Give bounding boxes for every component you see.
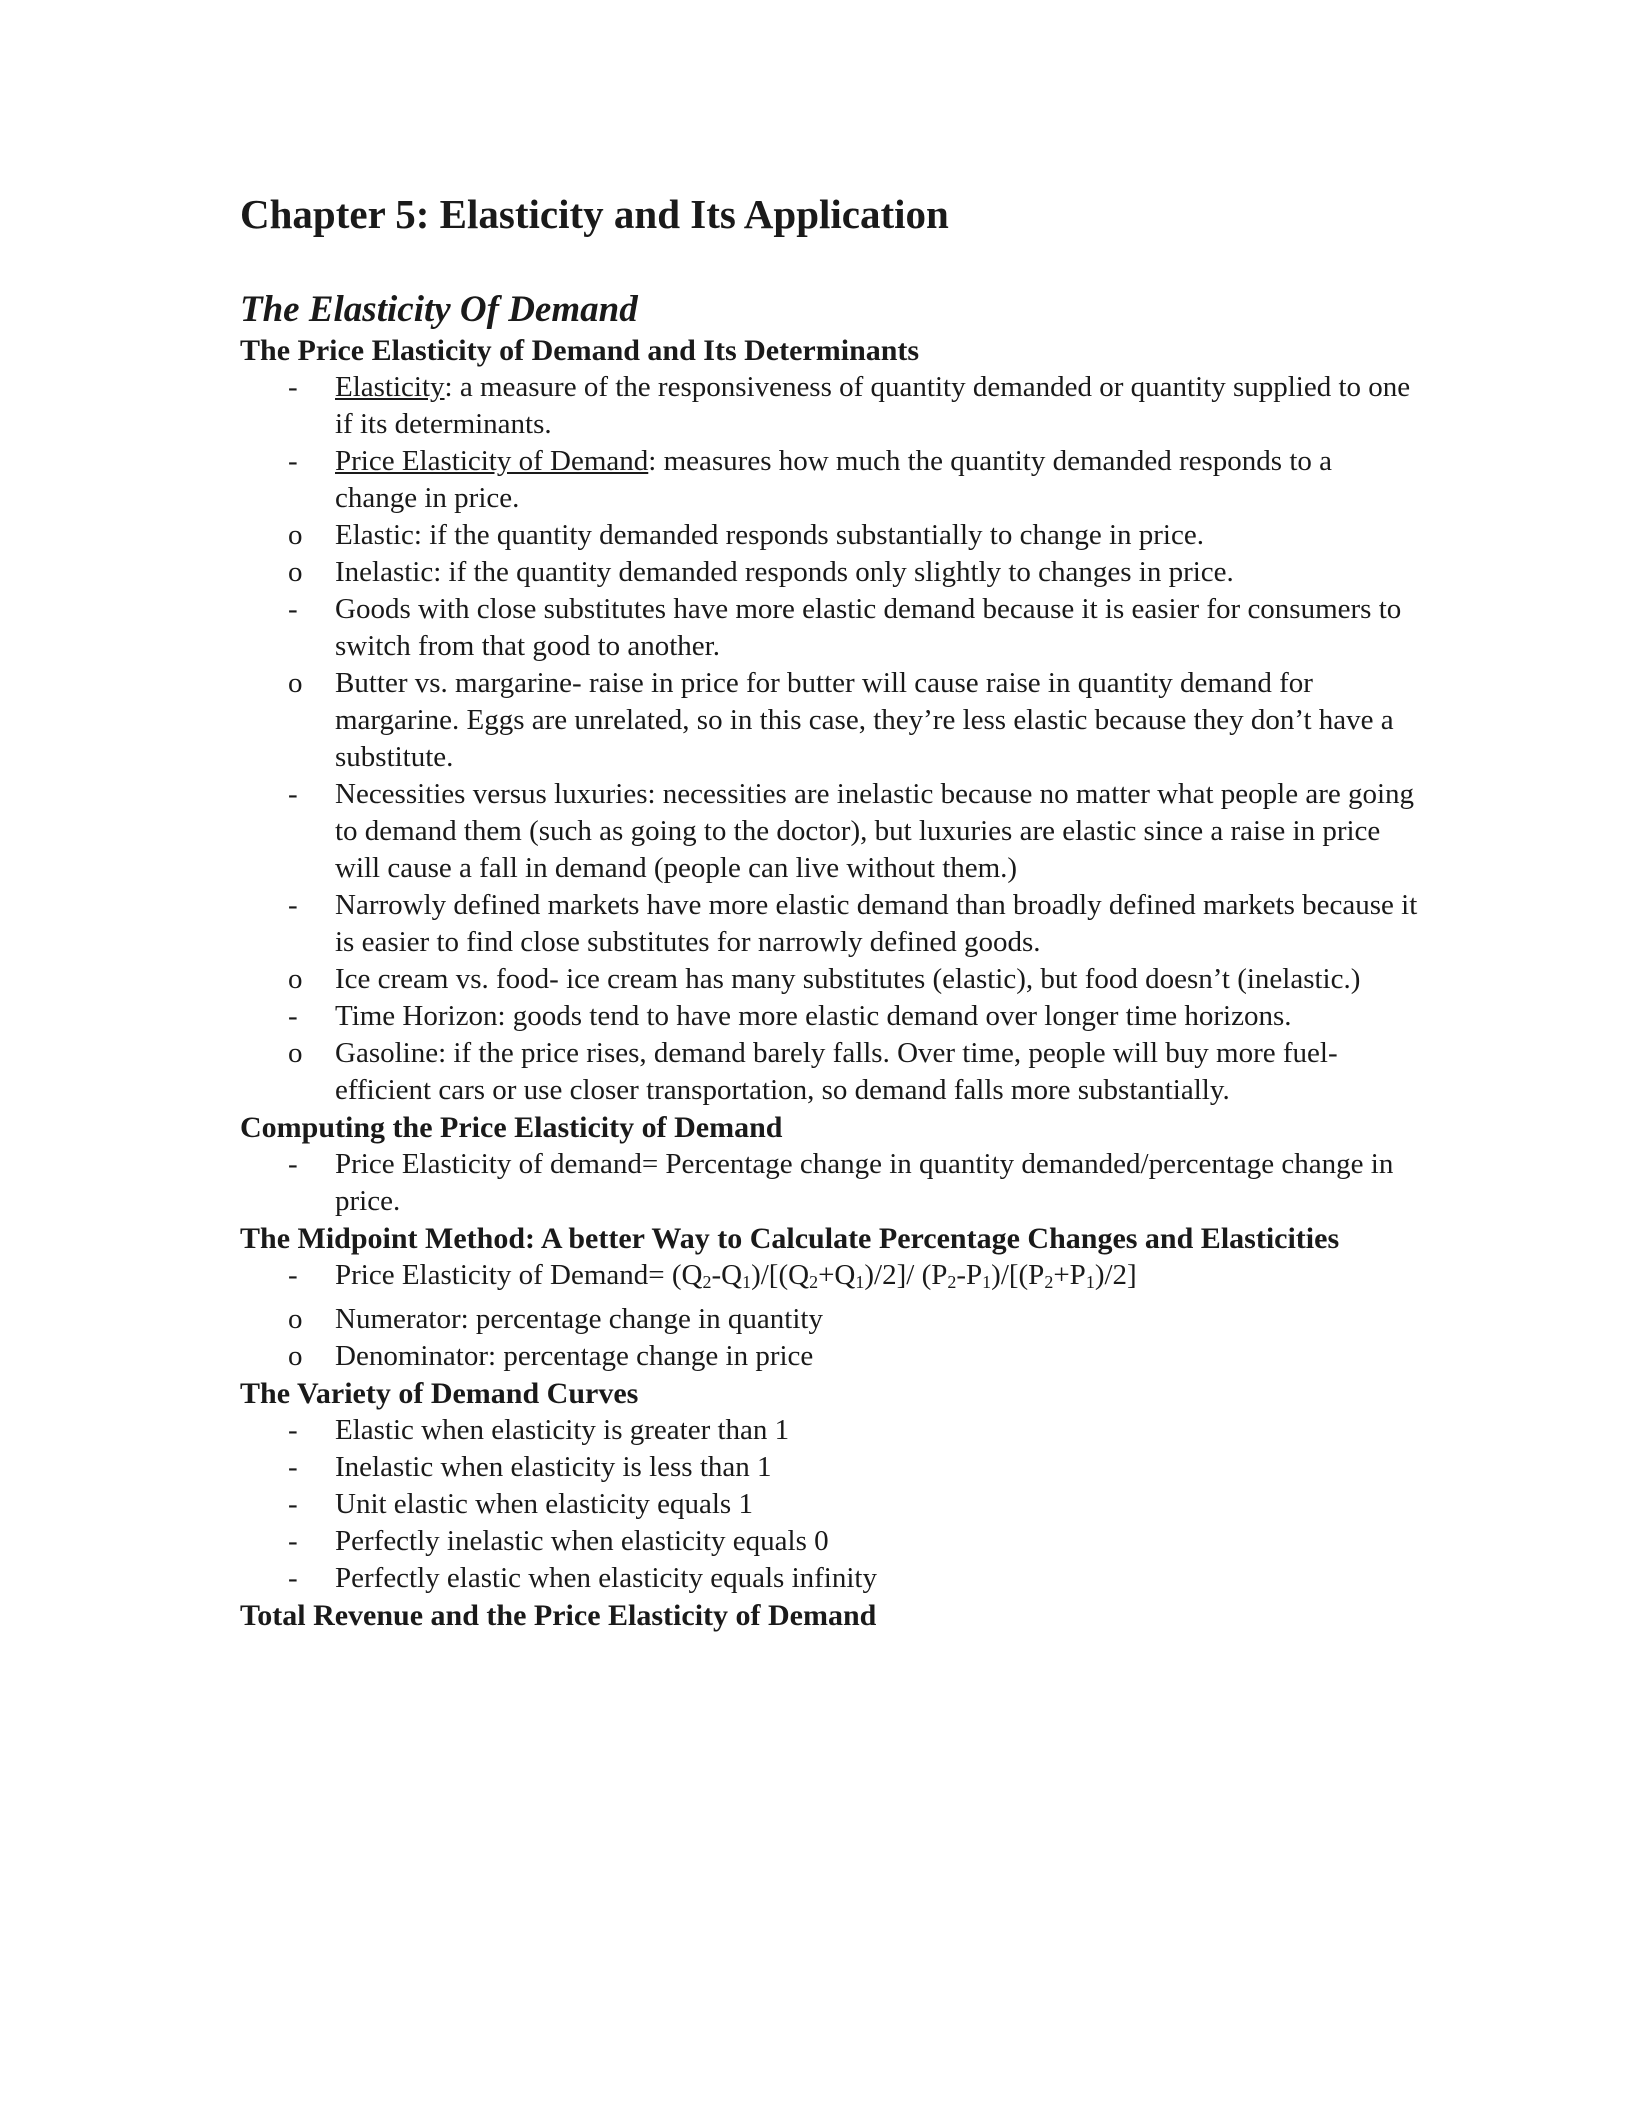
subscript: 1: [855, 1271, 865, 1292]
subsection-midpoint: [240, 1220, 1420, 1375]
sub-bullet-list: [240, 961, 1420, 998]
dash-marker: -: [288, 592, 298, 625]
formula-text: )/[(Q: [751, 1258, 810, 1291]
list-item: [240, 1486, 1420, 1523]
subscript: 1: [1085, 1271, 1095, 1292]
bullet-list: [240, 591, 1420, 665]
bullet-list: [240, 369, 1420, 517]
sub-item-text: Ice cream vs. food- ice cream has many substitutes (elastic), but food doesn’t (inelastic.): [335, 962, 1361, 995]
term: Elasticity: [335, 370, 445, 403]
list-item: [240, 1523, 1420, 1560]
subsection-total-revenue: [240, 1597, 1420, 1634]
circle-marker: o: [288, 518, 303, 551]
sub-list-item: [238, 554, 1420, 591]
dash-marker: -: [288, 1258, 298, 1291]
sub-item-text: Numerator: percentage change in quantity: [335, 1302, 823, 1335]
sub-item-text: Gasoline: if the price rises, demand barely falls. Over time, people will buy more fuel- efficient cars or use closer transportation, so demand falls more substantially.: [335, 1036, 1338, 1106]
dash-marker: -: [288, 444, 298, 477]
subscript: 2: [1044, 1271, 1054, 1292]
sub-list-item: [238, 665, 1420, 776]
dash-marker: -: [288, 1450, 298, 1483]
circle-marker: o: [288, 962, 303, 995]
subscript: 2: [947, 1271, 957, 1292]
sub-item-text: Butter vs. margarine- raise in price for butter will cause raise in quantity demand for margarine. Eggs are unrelated, so in this case, they’re less elastic because they don’t have a substitute.: [335, 666, 1394, 773]
subsection-heading: The Price Elasticity of Demand and Its Determinants: [240, 333, 920, 367]
list-item: [240, 1560, 1420, 1597]
list-item: [240, 369, 1420, 443]
bullet-list: [240, 998, 1420, 1035]
sub-bullet-list: [240, 517, 1420, 591]
sub-item-text: Denominator: percentage change in price: [335, 1339, 814, 1372]
bullet-list: [240, 1412, 1420, 1597]
subsection-heading: The Midpoint Method: A better Way to Calculate Percentage Changes and Elasticities: [240, 1221, 1340, 1255]
subsection-heading: Total Revenue and the Price Elasticity of Demand: [240, 1598, 877, 1632]
subscript: 2: [809, 1271, 819, 1292]
circle-marker: o: [288, 1302, 303, 1335]
formula-text: )/2]/ (P: [864, 1258, 948, 1291]
formula-text: )/[(P: [991, 1258, 1045, 1291]
item-text: Elastic when elasticity is greater than 1: [335, 1413, 790, 1446]
formula-text: )/2]: [1094, 1258, 1137, 1291]
subscript: 2: [702, 1271, 712, 1292]
item-text: Perfectly elastic when elasticity equals infinity: [335, 1561, 877, 1594]
circle-marker: o: [288, 666, 303, 699]
list-item: [240, 1146, 1420, 1220]
sub-list-item: [238, 517, 1420, 554]
list-item-formula: [240, 1257, 1420, 1301]
subsection-variety: [240, 1375, 1420, 1597]
item-text: Price Elasticity of demand= Percentage change in quantity demanded/percentage change in price.: [335, 1147, 1394, 1217]
subsection-determinants: [240, 332, 1420, 1109]
sub-bullet-list: [240, 665, 1420, 776]
subscript: 1: [742, 1271, 752, 1292]
bullet-list: [240, 1257, 1420, 1301]
list-item: [240, 998, 1420, 1035]
list-item: [240, 1412, 1420, 1449]
subsection-heading: Computing the Price Elasticity of Demand: [240, 1110, 783, 1144]
definition: : a measure of the responsiveness of quantity demanded or quantity supplied to one if its determinants.: [335, 370, 1411, 440]
subsection-heading: The Variety of Demand Curves: [240, 1376, 639, 1410]
circle-marker: o: [288, 1339, 303, 1372]
list-item: [240, 443, 1420, 517]
dash-marker: -: [288, 1413, 298, 1446]
bullet-list: [240, 776, 1420, 961]
item-text: Goods with close substitutes have more elastic demand because it is easier for consumers to switch from that good to another.: [335, 592, 1402, 662]
circle-marker: o: [288, 1036, 303, 1069]
list-item: [240, 776, 1420, 887]
sub-list-item: [238, 961, 1420, 998]
dash-marker: -: [288, 999, 298, 1032]
dash-marker: -: [288, 1487, 298, 1520]
term: Price Elasticity of Demand: [335, 444, 649, 477]
sub-list-item: [238, 1035, 1420, 1109]
definition: : measures how much the quantity demanded responds to a change in price.: [335, 444, 1333, 514]
sub-item-text: Inelastic: if the quantity demanded responds only slightly to changes in price.: [335, 555, 1234, 588]
formula-text: Price Elasticity of Demand= (Q: [335, 1258, 703, 1291]
dash-marker: -: [288, 1524, 298, 1557]
item-text: Narrowly defined markets have more elastic demand than broadly defined markets because it is easier to find close substitutes for narrowly defined goods.: [335, 888, 1418, 958]
sub-list-item: [238, 1301, 1420, 1338]
document-page: [240, 190, 1420, 1634]
formula-text: +Q: [818, 1258, 856, 1291]
sub-bullet-list: [240, 1035, 1420, 1109]
item-text: Perfectly inelastic when elasticity equals 0: [335, 1524, 829, 1557]
dash-marker: -: [288, 1561, 298, 1594]
list-item: [240, 591, 1420, 665]
dash-marker: -: [288, 370, 298, 403]
list-item: [240, 1449, 1420, 1486]
subsection-computing: [240, 1109, 1420, 1220]
sub-item-text: Elastic: if the quantity demanded responds substantially to change in price.: [335, 518, 1204, 551]
item-text: Necessities versus luxuries: necessities are inelastic because no matter what people are going to demand them (such as going to the doctor), but luxuries are elastic since a raise in price will cause a fall in demand (people can live without them.): [335, 777, 1415, 884]
subscript: 1: [982, 1271, 992, 1292]
bullet-list: [240, 1146, 1420, 1220]
formula-text: -P: [956, 1258, 983, 1291]
dash-marker: -: [288, 1147, 298, 1180]
dash-marker: -: [288, 777, 298, 810]
dash-marker: -: [288, 888, 298, 921]
item-text: Inelastic when elasticity is less than 1: [335, 1450, 772, 1483]
formula-text: +P: [1053, 1258, 1086, 1291]
section-title: The Elasticity Of Demand: [240, 289, 638, 331]
formula: [335, 1259, 1137, 1291]
sub-list-item: [238, 1338, 1420, 1375]
circle-marker: o: [288, 555, 303, 588]
item-text: Time Horizon: goods tend to have more elastic demand over longer time horizons.: [335, 999, 1292, 1032]
item-text: Unit elastic when elasticity equals 1: [335, 1487, 753, 1520]
formula-text: -Q: [711, 1258, 743, 1291]
list-item: [240, 887, 1420, 961]
chapter-title: Chapter 5: Elasticity and Its Application: [240, 191, 949, 237]
sub-bullet-list: [240, 1301, 1420, 1375]
